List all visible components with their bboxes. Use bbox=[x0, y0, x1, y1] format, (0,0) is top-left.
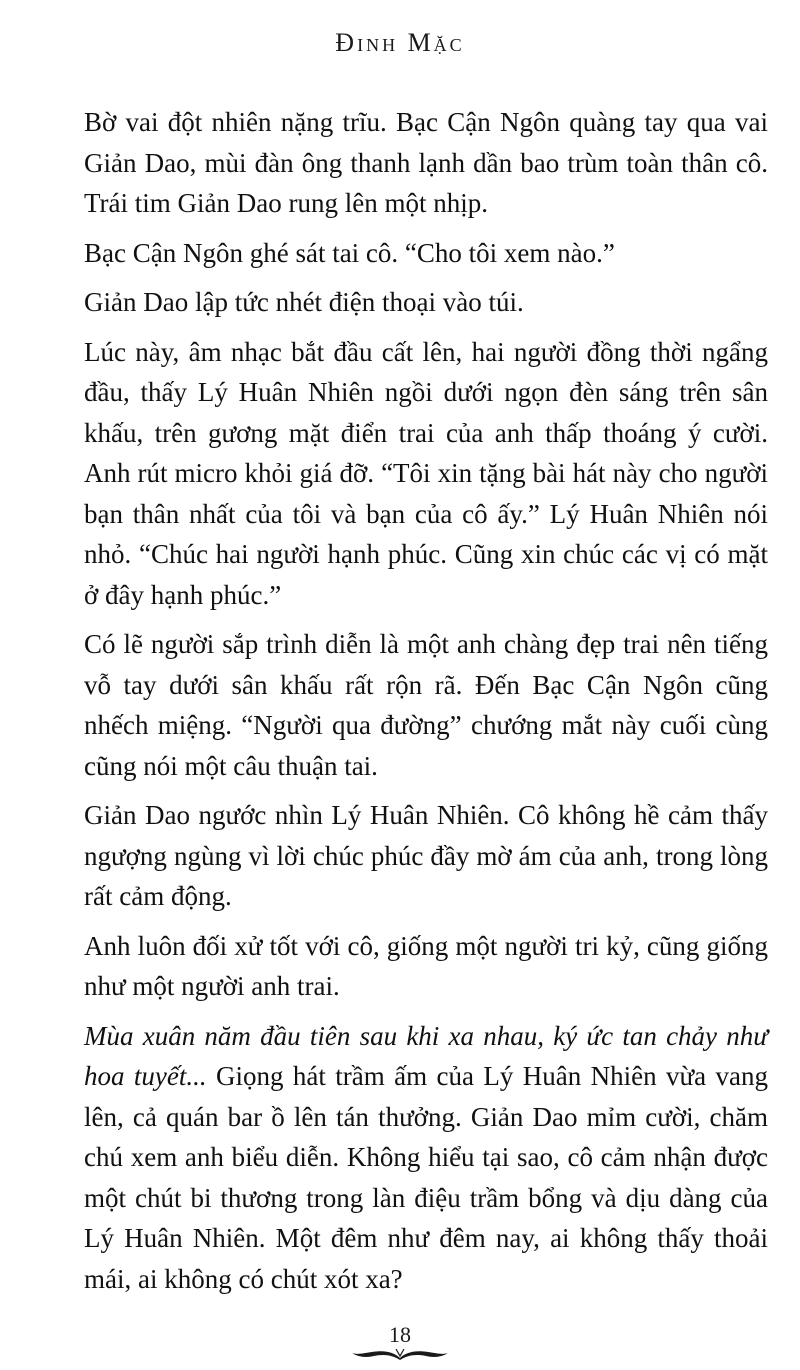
paragraph-6: Giản Dao ngước nhìn Lý Huân Nhiên. Cô không hề cảm thấy ngượng ngùng vì lời chúc phúc đầy mờ ám của anh, trong lòng rất cảm động. bbox=[84, 800, 768, 911]
paragraph-8 bbox=[84, 1016, 768, 1300]
paragraph-2: Bạc Cận Ngôn ghé sát tai cô. “Cho tôi xem nào.” bbox=[84, 237, 615, 268]
running-header bbox=[0, 28, 800, 58]
paragraph-7: Anh luôn đối xử tốt với cô, giống một người tri kỷ, cũng giống như một người anh trai. bbox=[84, 930, 768, 1001]
paragraph-4: Lúc này, âm nhạc bắt đầu cất lên, hai người đồng thời ngẩng đầu, thấy Lý Huân Nhiên ngồi dưới ngọn đèn sáng trên sân khấu, trên gương mặt điển trai của anh thấp thoáng ý cười. Anh rút micro khỏi giá đỡ. “Tôi xin tặng bài hát này cho người bạn thân nhất của tôi và bạn của cô ấy.” Lý Huân Nhiên nói nhỏ. “Chúc hai người hạnh phúc. Cũng xin chúc các vị có mặt ở đây hạnh phúc.” bbox=[84, 336, 768, 610]
header-title: Đinh Mặc bbox=[335, 28, 465, 57]
paragraph-1: Bờ vai đột nhiên nặng trĩu. Bạc Cận Ngôn quàng tay qua vai Giản Dao, mùi đàn ông thanh lạnh dần bao trùm toàn thân cô. Trái tim Giản Dao rung lên một nhịp. bbox=[84, 107, 768, 218]
paragraph-8-text: Giọng hát trầm ấm của Lý Huân Nhiên vừa vang lên, cả quán bar ồ lên tán thưởng. Giản Dao mỉm cười, chăm chú xem anh biểu diễn. Không hiểu tại sao, cô cảm nhận được một chút bi thương trong làn điệu trầm bổng và dịu dàng của Lý Huân Nhiên. Một đêm như đêm nay, ai không thấy thoải mái, ai không có chút xót xa? bbox=[84, 1061, 768, 1294]
flourish-ornament-icon bbox=[350, 1346, 450, 1362]
page-body bbox=[84, 102, 768, 1308]
paragraph-3: Giản Dao lập tức nhét điện thoại vào túi. bbox=[84, 287, 524, 317]
song-lyric-italic: Mùa xuân năm đầu tiên sau khi xa nhau, ký ức tan chảy như hoa tuyết... bbox=[84, 1020, 768, 1091]
paragraph-5: Có lẽ người sắp trình diễn là một anh chàng đẹp trai nên tiếng vỗ tay dưới sân khấu rất rộn rã. Đến Bạc Cận Ngôn cũng nhếch miệng. “Người qua đường” chướng mắt này cuối cùng cũng nói một câu thuận tai. bbox=[84, 629, 768, 781]
page-number: 18 bbox=[389, 1322, 411, 1347]
